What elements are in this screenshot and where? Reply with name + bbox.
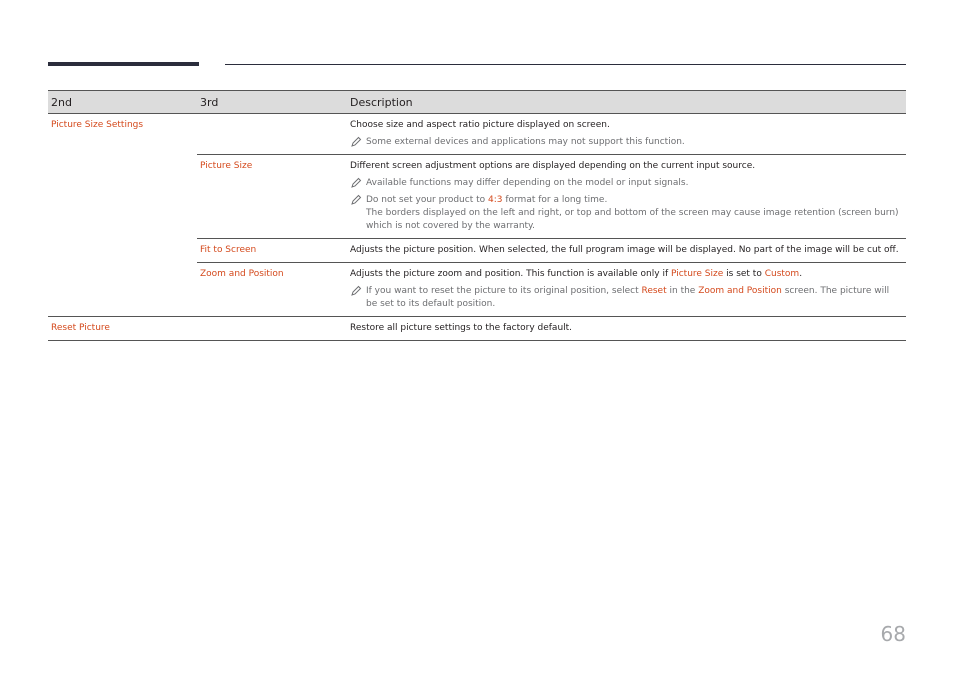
description-cell <box>347 114 906 155</box>
pencil-icon <box>350 285 362 297</box>
pencil-icon <box>350 177 362 189</box>
note-text: Do not set your product to <box>366 195 488 205</box>
table-row <box>48 114 906 155</box>
page-number: 68 <box>880 622 906 646</box>
note <box>350 194 903 207</box>
description-text <box>350 268 903 281</box>
empty-cell <box>197 317 347 341</box>
reset-picture-link[interactable]: Reset Picture <box>51 323 110 333</box>
note-text: Available functions may differ depending on the model or input signals. <box>366 178 689 188</box>
note-continuation: The borders displayed on the left and right, or top and bottom of the screen may cause image retention (screen burn) which is not covered by the warranty. <box>366 208 899 231</box>
header-description: Description <box>347 91 906 114</box>
header-rule-thick <box>48 62 199 66</box>
reset-picture-cell <box>48 317 197 341</box>
pencil-icon <box>350 194 362 206</box>
description-text: Different screen adjustment options are displayed depending on the current input source. <box>350 161 756 171</box>
aspect-4-3-link[interactable]: 4:3 <box>487 195 503 205</box>
desc-part: is set to <box>723 269 765 279</box>
reset-inline-link[interactable]: Reset <box>641 286 667 296</box>
description-text: Adjusts the picture position. When selected, the full program image will be displayed. No part of the image will be cut off. <box>350 245 899 255</box>
description-cell <box>347 263 906 317</box>
picture-size-inline-link[interactable]: Picture Size <box>670 269 724 279</box>
note-text: screen. The picture will be set to its default position. <box>366 286 890 309</box>
note-text: If you want to reset the picture to its original position, select <box>366 286 642 296</box>
fit-to-screen-cell <box>197 239 347 263</box>
desc-part: . <box>799 269 803 279</box>
empty-cell <box>197 114 347 155</box>
note <box>350 285 903 311</box>
picture-size-link[interactable]: Picture Size <box>200 161 253 171</box>
note <box>350 136 903 149</box>
pencil-icon <box>350 136 362 148</box>
note-text: Some external devices and applications may not support this function. <box>366 137 685 147</box>
note-text: format for a long time. <box>502 195 608 205</box>
header-3rd: 3rd <box>197 91 347 114</box>
table-row <box>48 317 906 341</box>
note-text: in the <box>666 286 699 296</box>
header-rule-thin <box>225 64 906 65</box>
desc-part: Adjusts the picture zoom and position. This function is available only if <box>350 269 671 279</box>
picture-size-cell <box>197 155 347 239</box>
header-2nd: 2nd <box>48 91 197 114</box>
picture-size-settings-link[interactable]: Picture Size Settings <box>51 120 144 130</box>
note <box>350 177 903 190</box>
zoom-and-position-cell <box>197 263 347 317</box>
description-cell <box>347 239 906 263</box>
description-text: Choose size and aspect ratio picture displayed on screen. <box>350 120 610 130</box>
table-header-row <box>48 91 906 114</box>
zoom-and-position-inline-link[interactable]: Zoom and Position <box>698 286 782 296</box>
fit-to-screen-link[interactable]: Fit to Screen <box>200 245 257 255</box>
description-text: Restore all picture settings to the factory default. <box>350 323 573 333</box>
zoom-and-position-link[interactable]: Zoom and Position <box>200 269 284 279</box>
description-cell <box>347 317 906 341</box>
picture-size-settings-cell <box>48 114 197 317</box>
custom-inline-link[interactable]: Custom <box>764 269 800 279</box>
description-cell <box>347 155 906 239</box>
settings-table <box>48 90 906 341</box>
